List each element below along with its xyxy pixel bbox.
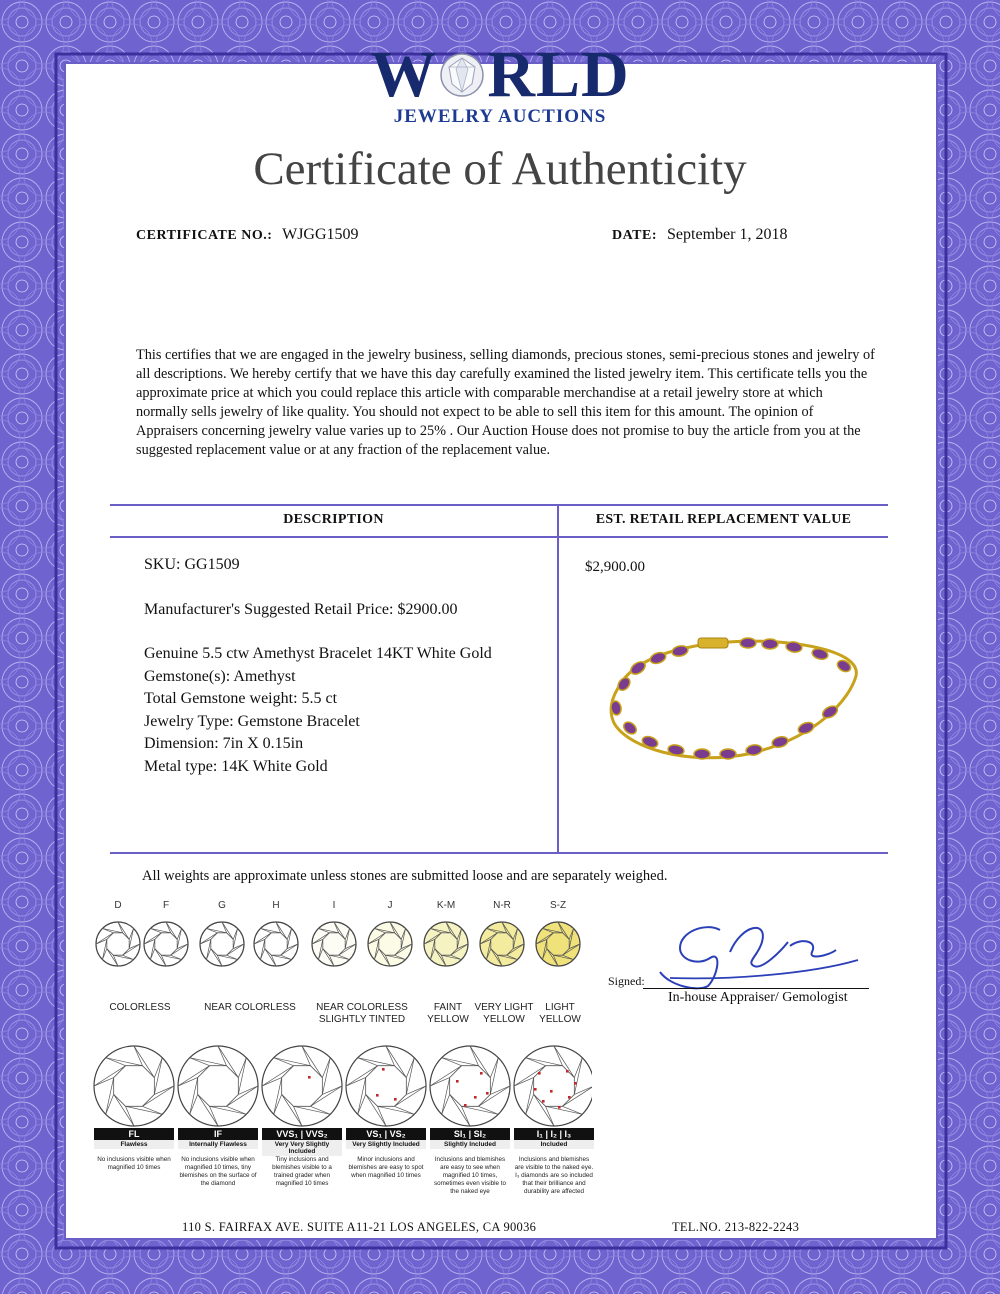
clarity-grade-diamond (514, 1046, 592, 1126)
inclusion-mark (538, 1072, 541, 1075)
color-category-label: NEAR COLORLESS (204, 1002, 296, 1013)
certificate-number-label: CERTIFICATE NO.: (136, 228, 273, 243)
color-grade-diamond (200, 922, 244, 966)
world-jewelry-auctions-logo: W RLD JEWELRY AUCTIONS (370, 38, 630, 127)
clarity-grade-description: Tiny inclusions and blemishes visible to a trained grader when magnified 10 times (272, 1156, 332, 1187)
clarity-scale-diamonds (92, 1034, 592, 1134)
clarity-grade-description: Inclusions and blemishes are easy to see when magnified 10 times, sometimes even visible to the naked eye (433, 1156, 507, 1195)
signature-line (643, 988, 869, 989)
color-grade-letter: J (387, 900, 393, 911)
clarity-grade-code: VS₁ | VS₂ (346, 1128, 426, 1140)
color-grade-diamond (96, 922, 140, 966)
color-grade-letter: K-M (436, 900, 456, 911)
description-line: Jewelry Type: Gemstone Bracelet (144, 712, 360, 730)
inclusion-mark (550, 1090, 553, 1093)
table-bottom-line (110, 852, 888, 854)
replacement-value: $2,900.00 (585, 559, 645, 575)
description-line: Gemstone(s): Amethyst (144, 667, 296, 685)
clarity-grade-code: VVS₁ | VVS₂ (262, 1128, 342, 1140)
clarity-grade-header (514, 1128, 594, 1149)
clarity-grade-header (346, 1128, 426, 1149)
inclusion-mark (308, 1076, 311, 1079)
color-grade-letter: G (218, 900, 226, 911)
diamond-icon (439, 52, 485, 98)
clarity-grade-code: SI₁ | SI₂ (430, 1128, 510, 1140)
page-title: Certificate of Authenticity (253, 143, 747, 195)
clarity-grade-name: Very Slightly Included (346, 1140, 426, 1149)
clarity-grade-name: Slightly Included (430, 1140, 510, 1149)
value-header: EST. RETAIL REPLACEMENT VALUE (595, 512, 852, 527)
sku: SKU: GG1509 (144, 556, 240, 573)
inclusion-mark (534, 1088, 537, 1091)
footer-phone: TEL.NO. 213-822-2243 (672, 1220, 800, 1234)
clarity-grade-name: Included (514, 1140, 594, 1149)
date-label: DATE: (612, 228, 658, 243)
signed-label: Signed: (608, 974, 645, 988)
clarity-grade-name: Very Very Slightly Included (262, 1140, 342, 1156)
color-grade-letter: S-Z (549, 900, 567, 911)
inclusion-mark (542, 1100, 545, 1103)
color-grade-diamond (312, 922, 356, 966)
description-line: Dimension: 7in X 0.15in (144, 735, 304, 752)
color-category-label: NEAR COLORLESS SLIGHTLY TINTED (316, 1002, 408, 1025)
inclusion-mark (464, 1104, 467, 1107)
color-category-label: VERY LIGHT YELLOW (474, 1002, 534, 1025)
color-grade-letter: F (162, 900, 170, 911)
table-header-line (110, 536, 888, 538)
certificate-number-value: WJGG1509 (282, 226, 359, 243)
color-category-label: COLORLESS (109, 1002, 171, 1013)
inclusion-mark (486, 1092, 489, 1095)
color-grade-letter: D (114, 900, 122, 911)
footer-address: 110 S. FAIRFAX AVE. SUITE A11-21 LOS ANGELES, CA 90036 (182, 1220, 537, 1234)
description-line: Total Gemstone weight: 5.5 ct (144, 690, 338, 707)
color-category-label: LIGHT YELLOW (539, 1002, 581, 1025)
color-scale-diamonds (92, 896, 592, 996)
color-grade-letter: I (332, 900, 336, 911)
table-top-line (110, 504, 888, 506)
clarity-grade-description: No inclusions visible when magnified 10 times, tiny blemishes on the surface of the diamond (179, 1156, 257, 1187)
inclusion-mark (566, 1070, 569, 1073)
inclusion-mark (568, 1096, 571, 1099)
clarity-grade-header (430, 1128, 510, 1149)
clarity-grade-description: No inclusions visible when magnified 10 times (97, 1156, 171, 1171)
clarity-grade-diamond (262, 1046, 342, 1126)
color-grade-diamond (536, 922, 580, 966)
clarity-grade-header (262, 1128, 342, 1156)
clarity-grade-diamond (178, 1046, 258, 1126)
color-grade-diamond (480, 922, 524, 966)
clarity-grade-code: FL (94, 1128, 174, 1140)
inclusion-mark (376, 1094, 379, 1097)
clarity-grade-description: Inclusions and blemishes are visible to the naked eye. I₃ diamonds are so included that their brilliance and durability are affected (514, 1156, 594, 1195)
clarity-grade-name: Internally Flawless (178, 1140, 258, 1149)
description-line: Metal type: 14K White Gold (144, 757, 328, 775)
clarity-grade-code: IF (178, 1128, 258, 1140)
color-grade-diamond (424, 922, 468, 966)
clarity-grade-diamond (430, 1046, 510, 1126)
weights-note: All weights are approximate unless stones are submitted loose and are separately weighed. (142, 868, 668, 884)
clarity-grade-diamond (346, 1046, 426, 1126)
inclusion-mark (394, 1098, 397, 1101)
msrp: Manufacturer's Suggested Retail Price: $2900.00 (144, 600, 458, 618)
color-grade-diamond (254, 922, 298, 966)
clarity-grade-diamond (94, 1046, 174, 1126)
clarity-grade-name: Flawless (94, 1140, 174, 1149)
clarity-grade-code: I₁ | I₂ | I₃ (514, 1128, 594, 1140)
table-column-divider (557, 504, 559, 852)
color-category-label: FAINT YELLOW (427, 1002, 469, 1025)
inclusion-mark (558, 1106, 561, 1109)
inclusion-mark (474, 1096, 477, 1099)
inclusion-mark (574, 1082, 577, 1085)
color-grade-letter: N-R (493, 900, 511, 911)
certificate-date (612, 226, 787, 244)
certification-statement: This certifies that we are engaged in the jewelry business, selling diamonds, precious stones, semi-precious stones and jewelry of all descriptions. We hereby certify that we have this day carefully examined the listed jewelry item. This certificate tells you the approximate price at which you could replace this article with comparable merchandise at a retail jewelry store at which normally sells jewelry of like quality. You should not expect to be able to sell this item for this amount. The opinion of Appraisers concerning jewelry value varies up to 25% . Our Auction House does not promise to buy the article from you at the suggested replacement value or at any fraction of the replacement value. (136, 347, 875, 458)
date-value: September 1, 2018 (667, 226, 788, 243)
inclusion-mark (456, 1080, 459, 1083)
amethyst-bracelet-image (598, 628, 868, 768)
clarity-grade-description: Minor inclusions and blemishes are easy to spot when magnified 10 times (348, 1156, 424, 1179)
diamond-grading-chart (92, 896, 592, 1216)
color-grade-letter: H (272, 900, 280, 911)
appraiser-role: In-house Appraiser/ Gemologist (668, 990, 848, 1005)
color-grade-diamond (144, 922, 188, 966)
description-header: DESCRIPTION (283, 512, 384, 527)
clarity-grade-header (178, 1128, 258, 1149)
inclusion-mark (480, 1072, 483, 1075)
description-line: Genuine 5.5 ctw Amethyst Bracelet 14KT White Gold (144, 645, 492, 662)
clarity-grade-header (94, 1128, 174, 1149)
handwritten-signature (650, 912, 860, 992)
inclusion-mark (382, 1068, 385, 1071)
item-description (144, 554, 492, 778)
certificate-number (136, 226, 359, 244)
color-grade-diamond (368, 922, 412, 966)
